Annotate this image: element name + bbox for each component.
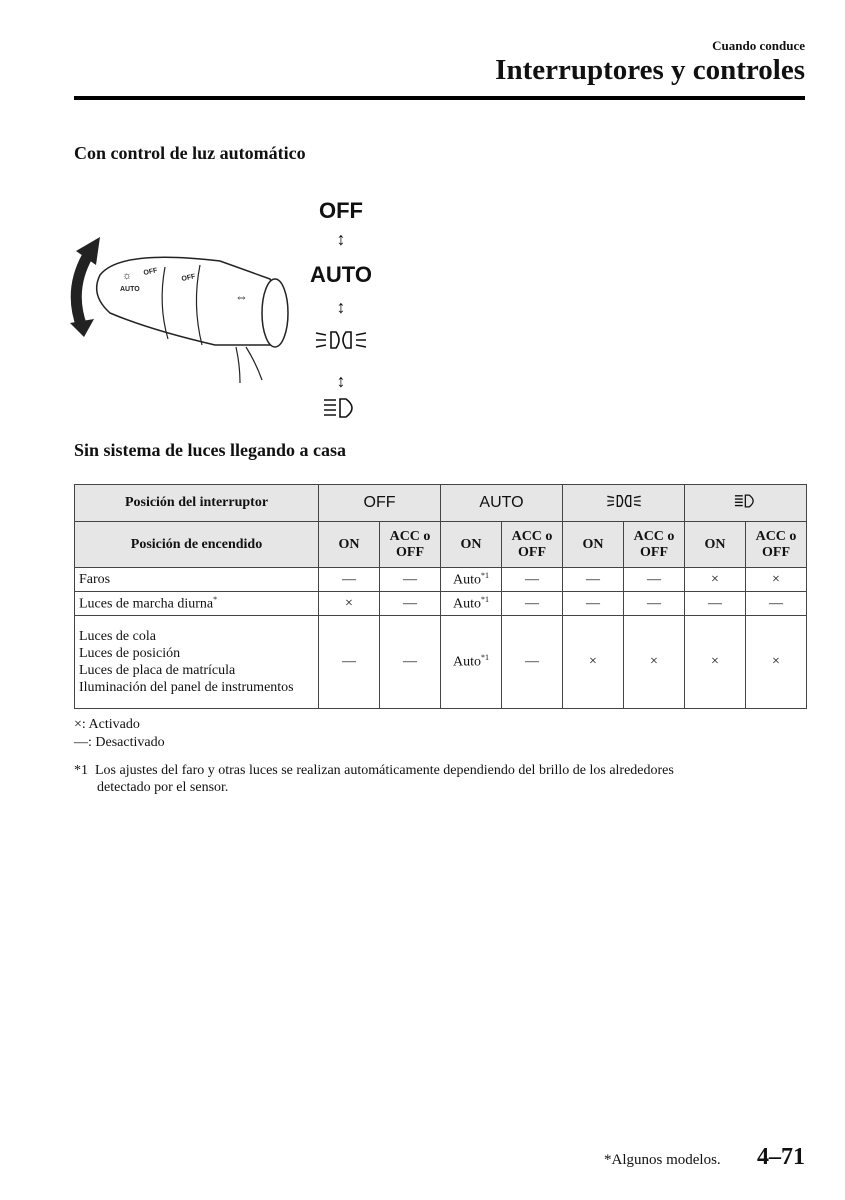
table-cell: × xyxy=(319,592,380,616)
ignition-cell: ACC o OFF xyxy=(380,522,441,568)
auto-value: Auto xyxy=(453,654,481,670)
footnote xyxy=(74,762,804,796)
table-cell: — xyxy=(502,592,563,616)
table-cell: — xyxy=(319,568,380,592)
title-rule xyxy=(74,96,805,100)
sun-icon: ☼ xyxy=(122,270,133,282)
auto-light-heading: Con control de luz automático xyxy=(74,143,306,163)
ignition-row xyxy=(75,522,807,568)
footnote-mark: *1 xyxy=(481,594,489,604)
light-status-table xyxy=(74,484,807,709)
table-cell: × xyxy=(685,616,746,709)
legend xyxy=(74,716,165,752)
table-cell: — xyxy=(380,616,441,709)
footnote-text-cont: detectado por el sensor. xyxy=(97,780,229,795)
parking-lights-icon xyxy=(300,328,382,354)
table-cell: — xyxy=(319,616,380,709)
sequence-off: OFF xyxy=(319,198,363,223)
table-cell: — xyxy=(380,568,441,592)
table-cell: — xyxy=(563,568,624,592)
table-cell: × xyxy=(746,616,807,709)
page-number: 4–71 xyxy=(757,1144,805,1170)
models-note: *Algunos modelos. xyxy=(604,1152,721,1168)
row-label: Faros xyxy=(75,568,319,592)
table-cell: — xyxy=(685,592,746,616)
ignition-cell: ON xyxy=(685,522,746,568)
ignition-cell: ACC o OFF xyxy=(624,522,685,568)
ignition-cell: ACC o OFF xyxy=(502,522,563,568)
footnote-text: Los ajustes del faro y otras luces se realizan automáticamente dependiendo del brillo de los alrededores xyxy=(95,763,674,778)
footnote-mark: *1 xyxy=(481,653,489,663)
switch-sequence xyxy=(300,198,382,420)
switch-position-row xyxy=(75,485,807,522)
legend-on: ×: Activado xyxy=(74,717,140,732)
sequence-auto: AUTO xyxy=(310,262,372,287)
ignition-cell: ACC o OFF xyxy=(746,522,807,568)
table-cell: — xyxy=(380,592,441,616)
switch-off-header: OFF xyxy=(319,485,441,522)
stalk-auto-label: AUTO xyxy=(120,286,140,293)
no-coming-home-heading: Sin sistema de luces llegando a casa xyxy=(74,440,347,460)
table-cell xyxy=(441,568,502,592)
table-cell xyxy=(441,616,502,709)
ignition-cell: ON xyxy=(563,522,624,568)
table-cell: × xyxy=(685,568,746,592)
table-cell xyxy=(441,592,502,616)
table-cell: — xyxy=(624,592,685,616)
table-cell: — xyxy=(563,592,624,616)
row-label: Luces de cola Luces de posición Luces de placa de matrícula Iluminación del panel de instrumentos xyxy=(75,616,319,709)
auto-value: Auto xyxy=(453,596,481,612)
row-label xyxy=(75,592,319,616)
table-row xyxy=(75,568,807,592)
headlight-icon xyxy=(300,396,382,420)
footnote-mark: *1 xyxy=(74,763,88,778)
sequence-arrow: ↕ xyxy=(336,297,346,317)
ignition-label: Posición de encendido xyxy=(75,522,319,568)
page-title: Interruptores y controles xyxy=(495,54,805,86)
footnote-mark: * xyxy=(213,594,218,604)
rotate-down-arrow-icon xyxy=(70,319,94,337)
row-label-text: Luces de marcha diurna xyxy=(79,596,214,612)
legend-off: —: Desactivado xyxy=(74,735,165,750)
table-row xyxy=(75,616,807,709)
stalk-ring-off-label: OFF xyxy=(180,273,197,283)
table-cell: — xyxy=(502,568,563,592)
sequence-arrow: ↕ xyxy=(336,229,346,249)
table-cell: × xyxy=(746,568,807,592)
ignition-cell: ON xyxy=(441,522,502,568)
table-cell: — xyxy=(502,616,563,709)
section-label: Cuando conduce xyxy=(712,38,805,53)
turn-signal-icon: ⇔ xyxy=(235,289,248,304)
ignition-cell: ON xyxy=(319,522,380,568)
auto-value: Auto xyxy=(453,572,481,588)
footnote-mark: *1 xyxy=(481,570,489,580)
stalk-off-label: OFF xyxy=(142,267,159,277)
table-cell: — xyxy=(624,568,685,592)
parking-lights-icon xyxy=(563,485,685,522)
switch-position-label: Posición del interruptor xyxy=(75,485,319,522)
sequence-arrow: ↕ xyxy=(336,371,346,391)
light-stalk-illustration xyxy=(60,195,300,385)
headlight-icon xyxy=(685,485,807,522)
switch-auto-header: AUTO xyxy=(441,485,563,522)
table-cell: × xyxy=(624,616,685,709)
table-cell: × xyxy=(563,616,624,709)
table-cell: — xyxy=(746,592,807,616)
table-row xyxy=(75,592,807,616)
